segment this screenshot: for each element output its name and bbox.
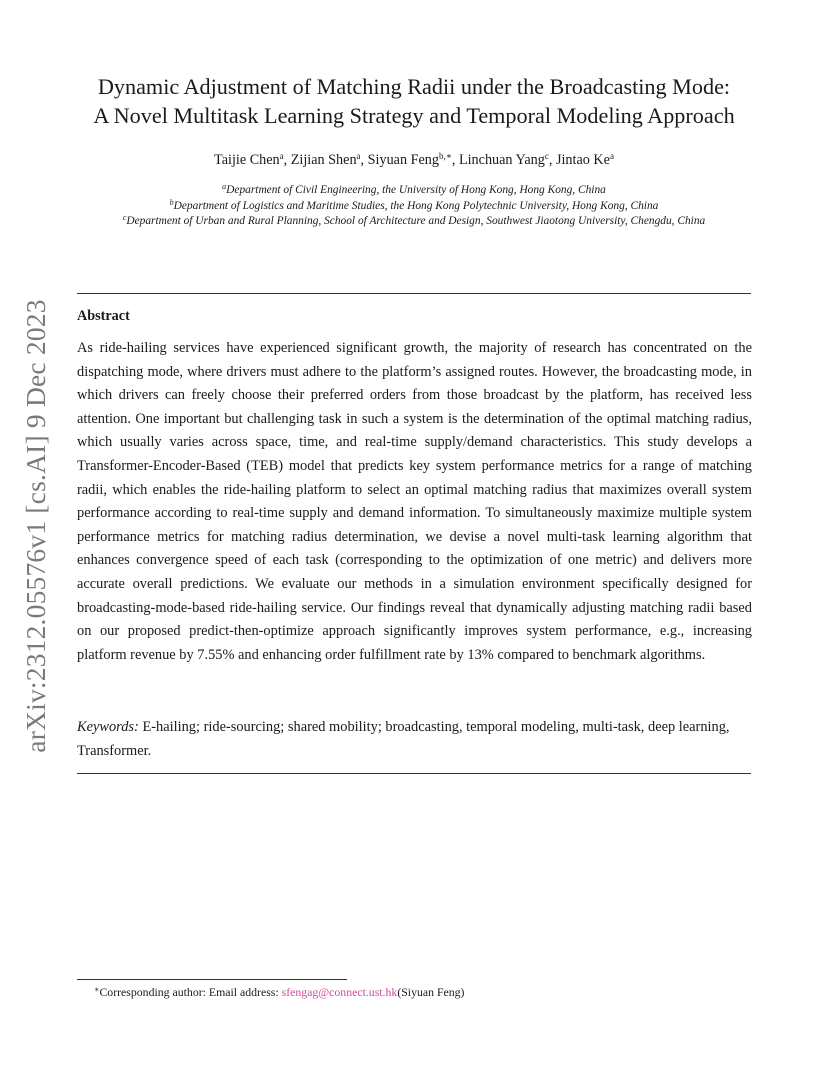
affiliation-mark: c xyxy=(122,213,127,222)
abstract-body: As ride-hailing services have experienced significant growth, the majority of research has concentrated on the dispatching mode, where drivers must adhere to the platform’s assigned routes. However, the broadcasting mode, in which drivers can freely choose their preferred orders from those broadcast by the platform, has received less attention. One important but challenging task in such a system is the determination of the optimal matching radius, which usually varies across space, time, and real-time supply/demand characteristics. This study develops a Transformer-Encoder-Based (TEB) model that predicts key system performance metrics for a range of matching radii, which enables the ride-hailing platform to select an optimal matching radius that maximizes overall system performance according to real-time supply and demand information. To simultaneously maximize multiple system performance metrics for matching radius determination, we devise a novel multi-task learning algorithm that enhances convergence speed of each task (corresponding to the optimization of one metric) and delivers more accurate overall predictions. We evaluate our methods in a simulation environment specifically designed for broadcasting-mode-based ride-hailing service. Our findings reveal that dynamically adjusting matching radii based on our proposed predict-then-optimize approach significantly improves system performance, e.g., increasing platform revenue by 7.55% and enhancing order fulfillment rate by 13% compared to benchmark algorithms. xyxy=(77,340,752,663)
footnote-author: (Siyuan Feng) xyxy=(397,985,465,999)
affiliation xyxy=(84,199,744,215)
author-email-link[interactable]: sfengag@connect.ust.hk xyxy=(281,985,398,999)
author-separator: , xyxy=(283,152,291,168)
author-name: Jintao Ke xyxy=(555,152,610,168)
keywords xyxy=(77,716,752,763)
keywords-label: Keywords: xyxy=(77,719,139,735)
affiliation xyxy=(84,183,744,199)
author-affiliation-mark: b,∗ xyxy=(438,151,452,161)
affiliation-text: Department of Logistics and Maritime Studies, the Hong Kong Polytechnic University, Hong Kong, China xyxy=(173,199,659,212)
corresponding-author-footnote xyxy=(94,984,464,1000)
title-line-1: Dynamic Adjustment of Matching Radii under the Broadcasting Mode: xyxy=(97,74,731,99)
affiliation-mark: b xyxy=(169,197,174,207)
author-affiliation-mark: c xyxy=(544,151,549,161)
author-affiliation-mark: a xyxy=(609,151,614,161)
footnote-mark: ∗ xyxy=(94,985,100,994)
author-name: Linchuan Yang xyxy=(458,152,545,168)
author xyxy=(214,152,291,168)
paper-title xyxy=(60,72,768,130)
author-name: Siyuan Feng xyxy=(367,152,439,168)
author-name: Taijie Chen xyxy=(214,152,280,168)
author-separator: , xyxy=(360,152,368,168)
author xyxy=(368,152,459,168)
author-affiliation-mark: a xyxy=(279,151,284,161)
abstract-top-rule xyxy=(77,293,751,294)
author xyxy=(556,152,614,168)
author-affiliation-mark: a xyxy=(356,151,361,161)
author-separator: , xyxy=(451,152,459,168)
affiliation-text: Department of Urban and Rural Planning, School of Architecture and Design, Southwest Jiaotong University, Chengdu, China xyxy=(126,215,706,227)
title-line-2: A Novel Multitask Learning Strategy and Temporal Modeling Approach xyxy=(93,103,735,128)
footnote-text: Corresponding author: Email address: xyxy=(99,985,282,999)
arxiv-identifier-stamp[interactable]: arXiv:2312.05576v1 [cs.AI] 9 Dec 2023 xyxy=(20,299,51,753)
author xyxy=(459,152,556,168)
affiliation xyxy=(84,214,744,230)
affiliation-list xyxy=(84,183,744,230)
author-separator: , xyxy=(548,152,556,168)
abstract-heading: Abstract xyxy=(77,308,130,324)
author-name: Zijian Shen xyxy=(290,152,357,168)
keywords-text: E-hailing; ride-sourcing; shared mobility; broadcasting, temporal modeling, multi-task, deep learning, Transformer. xyxy=(77,719,730,759)
footnote-rule xyxy=(77,979,347,980)
author-list xyxy=(60,150,768,170)
affiliation-mark: a xyxy=(222,182,227,191)
author xyxy=(291,152,368,168)
abstract-bottom-rule xyxy=(77,773,751,774)
affiliation-text: Department of Civil Engineering, the University of Hong Kong, Hong Kong, China xyxy=(226,184,606,196)
